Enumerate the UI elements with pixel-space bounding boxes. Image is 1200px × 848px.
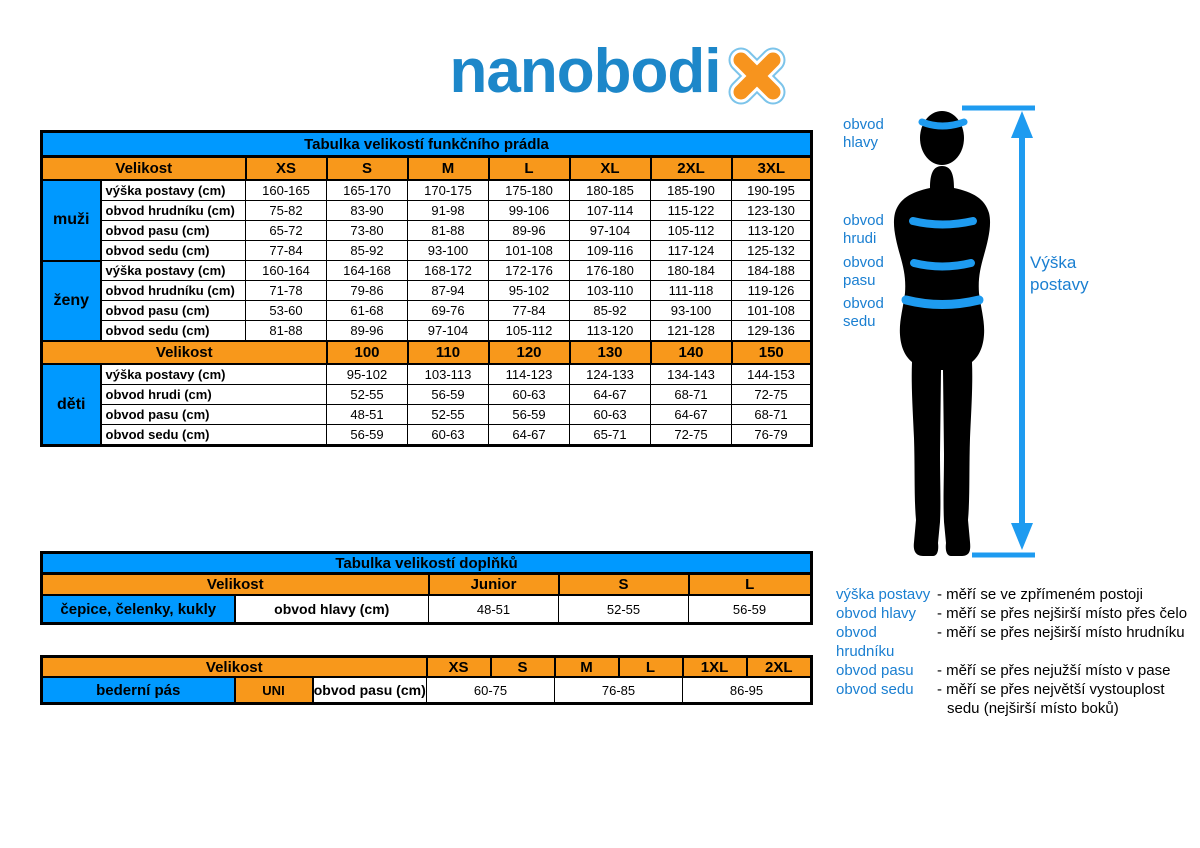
size-value-cell: 172-176 <box>489 261 570 281</box>
size-value-cell: 101-108 <box>732 301 812 321</box>
size-value-cell: 185-190 <box>651 180 732 201</box>
size-value-cell: 48-51 <box>327 405 408 425</box>
size-value-cell: 53-60 <box>246 301 327 321</box>
size-value-cell: 52-55 <box>327 385 408 405</box>
size-col-header: L <box>619 657 683 678</box>
row-label: obvod sedu (cm) <box>101 425 327 446</box>
size-value-cell: 65-71 <box>570 425 651 446</box>
size-value-cell: 184-188 <box>732 261 812 281</box>
size-value-cell: 114-123 <box>489 364 570 385</box>
group-label: děti <box>42 364 101 446</box>
size-value-cell: 176-180 <box>570 261 651 281</box>
size-value-cell: 91-98 <box>408 201 489 221</box>
size-col-header: XS <box>427 657 491 678</box>
legend-item <box>836 661 1196 680</box>
row-label: obvod sedu (cm) <box>101 321 246 342</box>
size-col-header: 2XL <box>747 657 812 678</box>
legend-description: - měří se přes nejširší místo přes čelo <box>937 605 1188 622</box>
size-value-cell: 75-82 <box>246 201 327 221</box>
size-value-cell: 164-168 <box>327 261 408 281</box>
size-value-cell: 121-128 <box>651 321 732 342</box>
size-value-cell: 85-92 <box>327 241 408 261</box>
size-value-cell: 113-120 <box>732 221 812 241</box>
size-value-cell: 56-59 <box>689 595 812 624</box>
size-value-cell: 65-72 <box>246 221 327 241</box>
size-value-cell: 56-59 <box>408 385 489 405</box>
accessories-size-table <box>40 551 813 625</box>
legend-description: - měří se přes nejužší místo v pase <box>937 662 1171 679</box>
group-label: muži <box>42 180 101 261</box>
size-col-header: XS <box>246 157 327 181</box>
row-label: obvod pasu (cm) <box>101 405 327 425</box>
size-value-cell: 97-104 <box>570 221 651 241</box>
brand-logo <box>390 28 850 114</box>
size-value-cell: 105-112 <box>489 321 570 342</box>
size-value-cell: 69-76 <box>408 301 489 321</box>
size-value-cell: 60-63 <box>489 385 570 405</box>
size-value-cell: 77-84 <box>246 241 327 261</box>
brand-logo-x-icon <box>724 45 790 107</box>
group-label: ženy <box>42 261 101 342</box>
band-label-chest: obvod hrudi <box>843 212 884 247</box>
band-label-hips: obvod sedu <box>843 295 884 330</box>
size-value-cell: 56-59 <box>489 405 570 425</box>
row-label: obvod hlavy (cm) <box>235 595 429 624</box>
size-value-cell: 60-63 <box>408 425 489 446</box>
height-arrow <box>955 98 1045 568</box>
brand-logo-text: nanobodi <box>449 36 721 106</box>
size-value-cell: 99-106 <box>489 201 570 221</box>
legend-term: obvod hlavy <box>836 605 917 622</box>
size-col-header: S <box>559 574 689 596</box>
row-label: výška postavy (cm) <box>101 180 246 201</box>
table-title: Tabulka velikostí doplňků <box>42 553 812 574</box>
row-label: výška postavy (cm) <box>101 364 327 385</box>
size-col-header: 2XL <box>651 157 732 181</box>
size-value-cell: 170-175 <box>408 180 489 201</box>
legend-description: - měří se přes nejširší místo hrudníku <box>937 624 1185 641</box>
child-size-col-header: 130 <box>570 341 651 364</box>
size-col-header: 1XL <box>683 657 747 678</box>
size-value-cell: 87-94 <box>408 281 489 301</box>
size-value-cell: 61-68 <box>327 301 408 321</box>
size-value-cell: 60-63 <box>570 405 651 425</box>
legend-term: obvod hrudníku <box>836 624 895 660</box>
size-value-cell: 107-114 <box>570 201 651 221</box>
child-size-col-header: 140 <box>651 341 732 364</box>
size-value-cell: 111-118 <box>651 281 732 301</box>
item-name: bederní pás <box>42 677 235 704</box>
legend-term: výška postavy <box>836 586 931 603</box>
height-label: Výška postavy <box>1030 253 1089 294</box>
size-value-cell: 60-75 <box>427 677 555 704</box>
row-label: obvod pasu (cm) <box>101 301 246 321</box>
size-value-cell: 52-55 <box>408 405 489 425</box>
size-value-cell: 83-90 <box>327 201 408 221</box>
size-value-cell: 85-92 <box>570 301 651 321</box>
size-value-cell: 73-80 <box>327 221 408 241</box>
size-value-cell: 119-126 <box>732 281 812 301</box>
size-col-header: M <box>555 657 619 678</box>
band-label-head: obvod hlavy <box>843 116 884 151</box>
legend-item <box>836 680 1196 718</box>
size-value-cell: 64-67 <box>651 405 732 425</box>
legend-description: - měří se ve zpřímeném postoji <box>937 586 1143 603</box>
size-value-cell: 93-100 <box>651 301 732 321</box>
size-value-cell: 175-180 <box>489 180 570 201</box>
size-value-cell: 76-85 <box>555 677 683 704</box>
row-label: obvod sedu (cm) <box>101 241 246 261</box>
size-value-cell: 168-172 <box>408 261 489 281</box>
size-value-cell: 64-67 <box>489 425 570 446</box>
band-label-waist: obvod pasu <box>843 254 884 289</box>
uni-badge: UNI <box>235 677 313 704</box>
size-value-cell: 86-95 <box>683 677 812 704</box>
row-label: obvod hrudníku (cm) <box>101 281 246 301</box>
size-value-cell: 180-184 <box>651 261 732 281</box>
size-value-cell: 129-136 <box>732 321 812 342</box>
size-value-cell: 64-67 <box>570 385 651 405</box>
size-value-cell: 105-112 <box>651 221 732 241</box>
row-label: obvod pasu (cm) <box>313 677 427 704</box>
size-value-cell: 115-122 <box>651 201 732 221</box>
size-col-header: S <box>327 157 408 181</box>
size-value-cell: 95-102 <box>489 281 570 301</box>
size-value-cell: 52-55 <box>559 595 689 624</box>
size-value-cell: 180-185 <box>570 180 651 201</box>
size-value-cell: 81-88 <box>246 321 327 342</box>
size-value-cell: 124-133 <box>570 364 651 385</box>
child-size-col-header: 110 <box>408 341 489 364</box>
size-value-cell: 109-116 <box>570 241 651 261</box>
legend-term: obvod pasu <box>836 662 914 679</box>
size-col-header: S <box>491 657 555 678</box>
legend-description: - měří se přes největší vystouplost sedu (nejširší místo boků) <box>937 681 1165 717</box>
item-name: čepice, čelenky, kukly <box>42 595 235 624</box>
belt-size-table <box>40 655 813 705</box>
row-label: obvod hrudníku (cm) <box>101 201 246 221</box>
size-header-label: Velikost <box>42 657 427 678</box>
size-value-cell: 165-170 <box>327 180 408 201</box>
size-value-cell: 89-96 <box>327 321 408 342</box>
size-value-cell: 56-59 <box>327 425 408 446</box>
size-value-cell: 81-88 <box>408 221 489 241</box>
size-col-header: L <box>489 157 570 181</box>
size-value-cell: 97-104 <box>408 321 489 342</box>
row-label: obvod pasu (cm) <box>101 221 246 241</box>
size-value-cell: 101-108 <box>489 241 570 261</box>
size-col-header: XL <box>570 157 651 181</box>
row-label: výška postavy (cm) <box>101 261 246 281</box>
size-value-cell: 93-100 <box>408 241 489 261</box>
size-value-cell: 125-132 <box>732 241 812 261</box>
size-value-cell: 79-86 <box>327 281 408 301</box>
child-size-col-header: 100 <box>327 341 408 364</box>
size-value-cell: 160-165 <box>246 180 327 201</box>
size-header-label: Velikost <box>42 574 429 596</box>
size-value-cell: 95-102 <box>327 364 408 385</box>
table-title: Tabulka velikostí funkčního prádla <box>42 132 812 157</box>
size-value-cell: 103-113 <box>408 364 489 385</box>
size-value-cell: 190-195 <box>732 180 812 201</box>
size-value-cell: 68-71 <box>732 405 812 425</box>
main-size-table <box>40 130 813 447</box>
size-value-cell: 117-124 <box>651 241 732 261</box>
child-size-col-header: 120 <box>489 341 570 364</box>
child-size-header-label: Velikost <box>42 341 327 364</box>
size-value-cell: 134-143 <box>651 364 732 385</box>
row-label: obvod hrudi (cm) <box>101 385 327 405</box>
legend-term: obvod sedu <box>836 681 914 698</box>
size-value-cell: 48-51 <box>429 595 559 624</box>
size-header-label: Velikost <box>42 157 246 181</box>
measurement-legend <box>836 585 1196 718</box>
size-value-cell: 71-78 <box>246 281 327 301</box>
size-value-cell: 113-120 <box>570 321 651 342</box>
size-col-header: L <box>689 574 812 596</box>
size-col-header: Junior <box>429 574 559 596</box>
size-value-cell: 76-79 <box>732 425 812 446</box>
size-value-cell: 89-96 <box>489 221 570 241</box>
size-value-cell: 144-153 <box>732 364 812 385</box>
size-value-cell: 103-110 <box>570 281 651 301</box>
size-value-cell: 160-164 <box>246 261 327 281</box>
child-size-col-header: 150 <box>732 341 812 364</box>
legend-item <box>836 585 1196 604</box>
legend-item <box>836 604 1196 623</box>
size-value-cell: 72-75 <box>732 385 812 405</box>
size-value-cell: 68-71 <box>651 385 732 405</box>
size-col-header: M <box>408 157 489 181</box>
size-col-header: 3XL <box>732 157 812 181</box>
size-value-cell: 77-84 <box>489 301 570 321</box>
legend-item <box>836 623 1196 661</box>
size-value-cell: 123-130 <box>732 201 812 221</box>
size-value-cell: 72-75 <box>651 425 732 446</box>
